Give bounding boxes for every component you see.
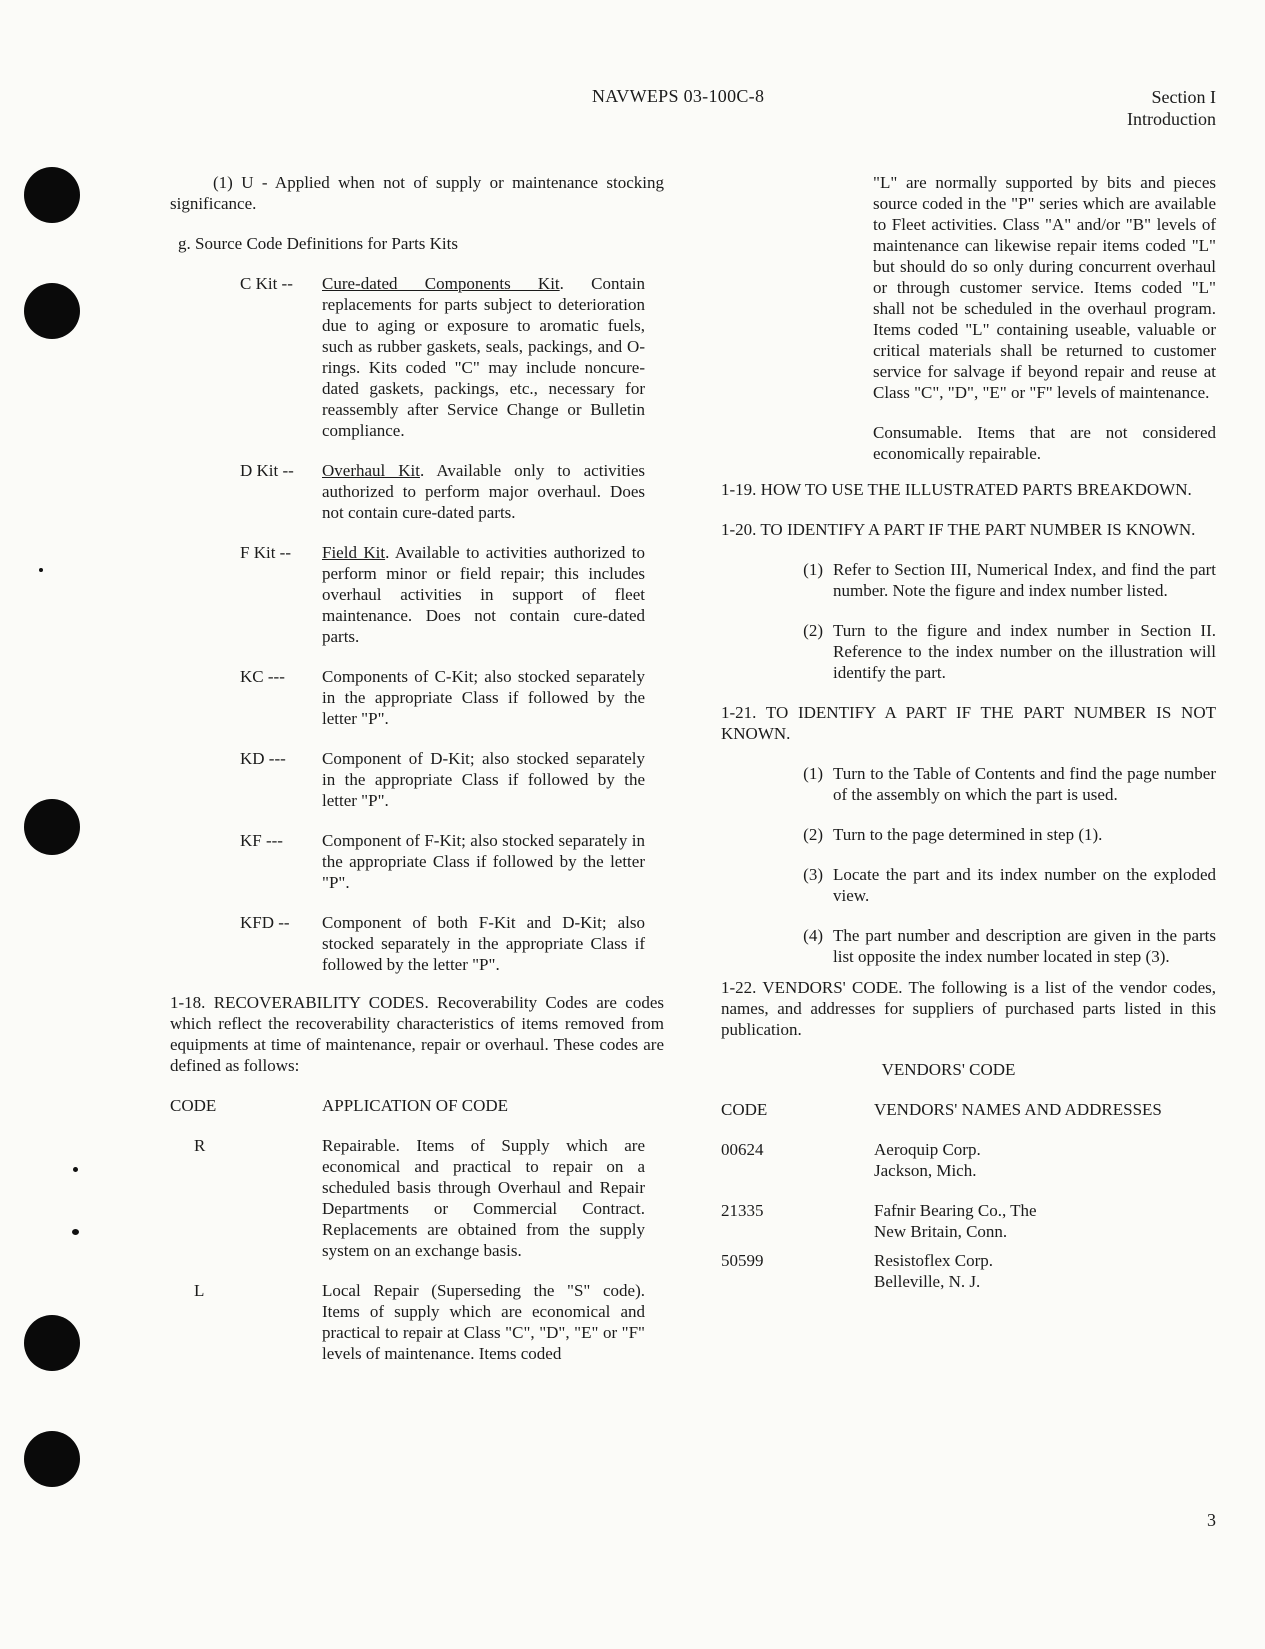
u-item-text: (1) U - Applied when not of supply or maintenance stocking significance.	[170, 173, 664, 213]
section-title: Introduction	[1127, 109, 1216, 129]
kit-code: KC ---	[240, 667, 285, 686]
binder-hole	[24, 799, 80, 855]
vendor-row	[721, 1250, 1216, 1292]
vendor-row	[721, 1200, 1216, 1242]
vendor-name: Fafnir Bearing Co., The	[874, 1201, 1037, 1220]
step-text: The part number and description are given in the parts list opposite the index number located in step (3).	[833, 926, 1216, 966]
step-item	[721, 559, 1216, 601]
vendor-name-header: VENDORS' NAMES AND ADDRESSES	[874, 1100, 1162, 1119]
kit-kd	[170, 748, 664, 811]
binder-hole	[24, 1431, 80, 1487]
binder-hole	[24, 1315, 80, 1371]
step-number: (1)	[803, 764, 823, 783]
kit-code: KF ---	[240, 831, 283, 850]
section-header	[1127, 86, 1216, 130]
kit-title: Overhaul Kit	[322, 461, 420, 480]
kit-code: KFD --	[240, 913, 290, 932]
code-column-header: CODE	[170, 1096, 217, 1115]
vendor-address	[874, 1200, 1216, 1242]
vendor-code: 21335	[721, 1201, 764, 1220]
kit-desc: . Available only to activities authorized to perform major overhaul. Does not contain cure-dated parts.	[322, 461, 645, 522]
vendor-code: 00624	[721, 1140, 764, 1159]
heading-1-19: 1-19. HOW TO USE THE ILLUSTRATED PARTS BREAKDOWN.	[721, 480, 1192, 499]
recoverability-paragraph: 1-18. RECOVERABILITY CODES. Recoverability Codes are codes which reflect the recoverability characteristics of items removed from equipments at time of maintenance, repair or overhaul. These codes are defined as follows:	[170, 993, 664, 1075]
kit-text	[322, 273, 645, 441]
vendor-address	[874, 1139, 1216, 1181]
application-column-header: APPLICATION OF CODE	[322, 1096, 509, 1115]
kit-kf	[170, 830, 664, 893]
section-label: Section I	[1151, 87, 1216, 107]
kit-code: C Kit --	[240, 274, 293, 293]
step-item	[721, 864, 1216, 906]
code-value: L	[194, 1281, 205, 1300]
kit-d	[170, 460, 664, 523]
binder-hole	[24, 283, 80, 339]
kit-kc	[170, 666, 664, 729]
step-text: Turn to the Table of Contents and find the page number of the assembly on which the part is used.	[833, 764, 1216, 804]
right-column	[721, 172, 1216, 1311]
vendor-code-header: CODE	[721, 1100, 768, 1119]
kit-text	[322, 460, 645, 523]
step-number: (1)	[803, 560, 823, 579]
vendor-row	[721, 1139, 1216, 1181]
kit-c	[170, 273, 664, 441]
vendor-city: Jackson, Mich.	[874, 1161, 977, 1180]
kit-desc: Components of C-Kit; also stocked separately in the appropriate Class if followed by the letter "P".	[322, 667, 645, 728]
speck	[39, 568, 43, 572]
code-description: Repairable. Items of Supply which are economical and practical to repair on a scheduled basis through Overhaul and Repair Departments or Commercial Contract. Replacements are obtained from the supply system on an exchange basis.	[322, 1136, 645, 1260]
step-text: Turn to the page determined in step (1).	[833, 825, 1103, 844]
step-text: Refer to Section III, Numerical Index, and find the part number. Note the figure and index number listed.	[833, 560, 1216, 600]
left-column	[170, 172, 664, 1383]
heading-1-22: 1-22. VENDORS' CODE. The following is a list of the vendor codes, names, and addresses for suppliers of purchased parts listed in this publication.	[721, 978, 1216, 1039]
kit-desc: Component of F-Kit; also stocked separately in the appropriate Class if followed by the letter "P".	[322, 831, 645, 892]
step-number: (4)	[803, 926, 823, 945]
heading-1-21: 1-21. TO IDENTIFY A PART IF THE PART NUMBER IS NOT KNOWN.	[721, 703, 1216, 743]
step-item	[721, 763, 1216, 805]
page-number: 3	[1207, 1510, 1216, 1530]
vendor-name: Resistoflex Corp.	[874, 1251, 993, 1270]
speck	[73, 1167, 78, 1172]
heading-1-20: 1-20. TO IDENTIFY A PART IF THE PART NUMBER IS KNOWN.	[721, 520, 1196, 539]
vendor-code: 50599	[721, 1251, 764, 1270]
step-item	[721, 824, 1216, 845]
local-repair-continued: "L" are normally supported by bits and pieces source coded in the "P" series which are available to Fleet activities. Class "A" and/or "B" levels of maintenance can likewise repair items coded "L" but should do so only during concurrent overhaul or through customer service. Items coded "L" shall not be scheduled in the overhaul program. Items coded "L" containing useable, valuable or critical materials shall be returned to customer service for salvage if beyond repair and reuse at Class "C", "D", "E" or "F" levels of maintenance.	[873, 173, 1216, 402]
vendor-name: Aeroquip Corp.	[874, 1140, 981, 1159]
kit-text	[322, 542, 645, 647]
step-number: (3)	[803, 865, 823, 884]
code-row	[170, 1280, 664, 1364]
kit-desc: . Contain replacements for parts subject to deterioration due to aging or exposure to aromatic fuels, such as rubber gaskets, seals, packings, and O-rings. Kits coded "C" may include noncure-dated gaskets, packings, etc., necessary for reassembly after Service Change or Bulletin compliance.	[322, 274, 645, 440]
vendor-address	[874, 1250, 1216, 1292]
vendor-city: New Britain, Conn.	[874, 1222, 1008, 1241]
step-text: Locate the part and its index number on the exploded view.	[833, 865, 1216, 905]
kit-desc: Component of both F-Kit and D-Kit; also stocked separately in the appropriate Class if followed by the letter "P".	[322, 913, 645, 974]
kit-code: F Kit --	[240, 543, 291, 562]
code-description: Local Repair (Superseding the "S" code). Items of supply which are economical and practical to repair at Class "C", "D", "E" or "F" levels of maintenance. Items coded	[322, 1281, 645, 1363]
step-number: (2)	[803, 621, 823, 640]
kit-title: Field Kit	[322, 543, 386, 562]
code-table-header	[170, 1095, 664, 1116]
binder-hole	[24, 167, 80, 223]
step-item	[721, 925, 1216, 967]
code-row	[170, 1135, 664, 1261]
kit-kfd	[170, 912, 664, 975]
kit-desc: Component of D-Kit; also stocked separately in the appropriate Class if followed by the letter "P".	[322, 749, 645, 810]
g-heading: g. Source Code Definitions for Parts Kits	[178, 234, 458, 253]
code-value: R	[194, 1136, 206, 1155]
vendors-title: VENDORS' CODE	[881, 1060, 1016, 1079]
consumable-definition: Consumable. Items that are not considered economically repairable.	[873, 423, 1216, 463]
step-text: Turn to the figure and index number in Section II. Reference to the index number on the illustration will identify the part.	[833, 621, 1216, 682]
speck	[72, 1229, 79, 1235]
kit-f	[170, 542, 664, 647]
step-item	[721, 620, 1216, 683]
vendors-header	[721, 1099, 1216, 1120]
vendor-city: Belleville, N. J.	[874, 1272, 981, 1291]
u-item	[170, 172, 664, 214]
kit-code: D Kit --	[240, 461, 294, 480]
kit-code: KD ---	[240, 749, 286, 768]
kit-desc: . Available to activities authorized to perform minor or field repair; this includes overhaul activities in support of fleet maintenance. Does not contain cure-dated parts.	[322, 543, 645, 646]
kit-title: Cure-dated Components Kit	[322, 274, 560, 293]
document-number: NAVWEPS 03-100C-8	[592, 86, 765, 106]
step-number: (2)	[803, 825, 823, 844]
